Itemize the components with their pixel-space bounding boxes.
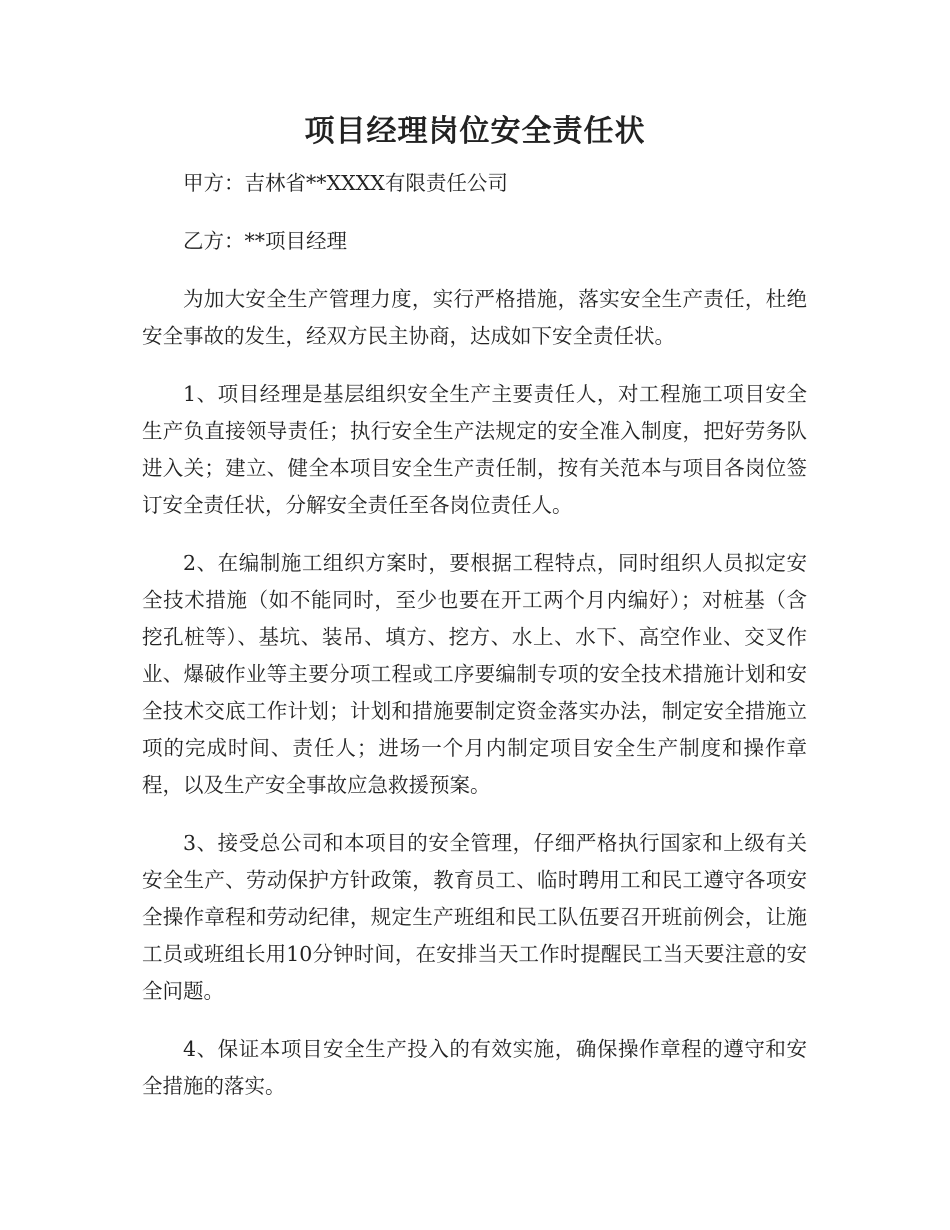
clause-2-paragraph: 2、在编制施工组织方案时，要根据工程特点，同时组织人员拟定安全技术措施（如不能同时，至少也要在开工两个月内编好）；对桩基（含挖孔桩等）、基坑、装吊、填方、挖方、水上、水下、高空作业、交叉作业、爆破作业等主要分项工程或工序要编制专项的安全技术措施计划和安全技术交底工作计划；计划和措施要制定资金落实办法，制定安全措施立项的完成时间、责任人；进场一个月内制定项目安全生产制度和操作章程，以及生产安全事故应急救援预案。: [142, 551, 807, 797]
document-body: [142, 165, 807, 1126]
clause-3-paragraph: 3、接受总公司和本项目的安全管理，仔细严格执行国家和上级有关安全生产、劳动保护方针政策，教育员工、临时聘用工和民工遵守各项安全操作章程和劳动纪律，规定生产班组和民工队伍要召开班前例会，让施工员或班组长用10分钟时间，在安排当天工作时提醒民工当天要注意的安全问题。: [142, 831, 807, 1003]
intro-paragraph: 为加大安全生产管理力度，实行严格措施，落实安全生产责任，杜绝安全事故的发生，经双方民主协商，达成如下安全责任状。: [142, 287, 807, 348]
party-b-line: 乙方：**项目经理: [183, 229, 347, 253]
clause-1-paragraph: 1、项目经理是基层组织安全生产主要责任人，对工程施工项目安全生产负直接领导责任；执行安全生产法规定的安全准入制度，把好劳务队进入关；建立、健全本项目安全生产责任制，按有关范本与项目各岗位签订安全责任状，分解安全责任至各岗位责任人。: [142, 382, 807, 517]
document-title: 项目经理岗位安全责任状: [304, 114, 646, 149]
party-a-line: 甲方：吉林省**XXXX有限责任公司: [183, 171, 508, 195]
clause-4-paragraph: 4、保证本项目安全生产投入的有效实施，确保操作章程的遵守和安全措施的落实。: [142, 1037, 807, 1098]
